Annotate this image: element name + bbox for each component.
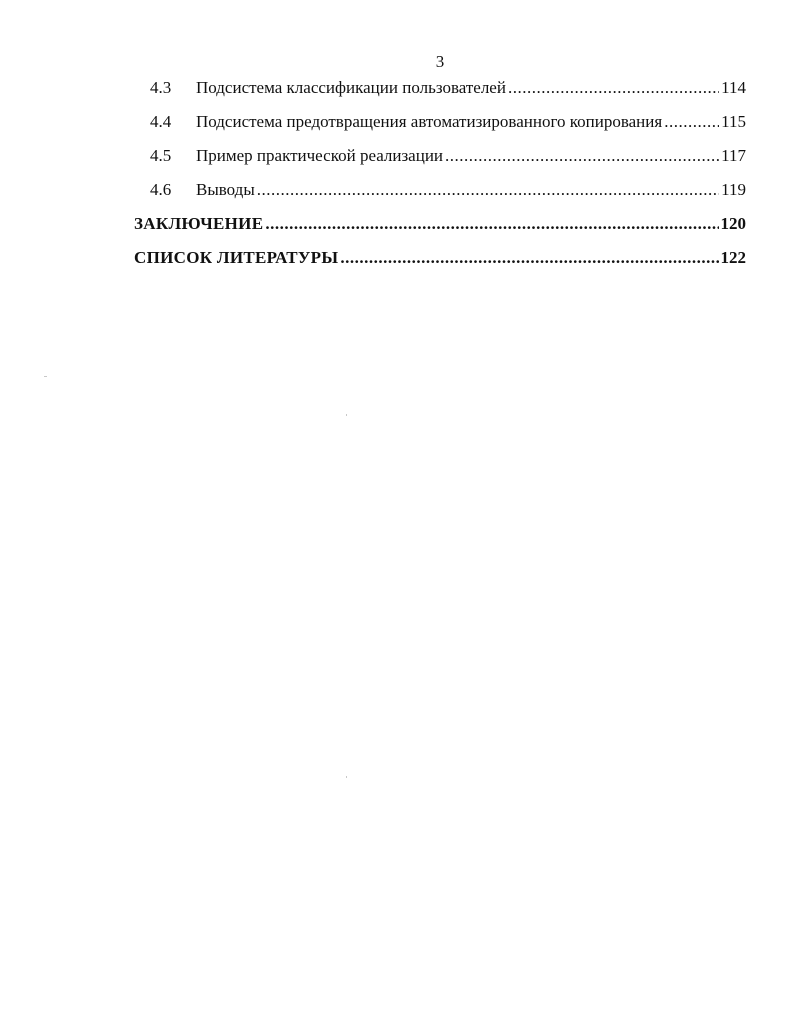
toc-entry-4-5[interactable] [134,144,746,178]
dot-leader [257,178,719,202]
toc-entry-page: 115 [721,112,746,131]
scan-artifact [346,414,347,416]
scan-artifact [44,376,47,377]
toc-entry-4-3[interactable] [134,76,746,110]
toc-entry-title: Пример практической реализации [196,146,444,165]
toc-entry-title: Подсистема классификации пользователей [196,78,506,97]
toc-entry-title: ЗАКЛЮЧЕНИЕ [134,214,264,233]
toc-entry-4-4[interactable] [134,110,746,144]
table-of-contents [134,76,746,280]
scan-artifact [346,776,347,778]
dot-leader [445,144,719,168]
page-number: 3 [435,52,445,71]
dot-leader [508,76,719,100]
toc-entry-page: 120 [720,214,746,233]
toc-entry-title: СПИСОК ЛИТЕРАТУРЫ [134,248,339,267]
toc-entry-conclusion[interactable] [134,212,746,246]
toc-entry-page: 117 [721,146,746,165]
dot-leader [265,212,718,236]
toc-entry-title: Подсистема предотвращения автоматизированного копирования [196,112,663,131]
toc-entry-4-6[interactable] [134,178,746,212]
toc-entry-title: Выводы [196,180,255,199]
toc-entry-page: 122 [720,248,746,267]
toc-entry-number: 4.4 [150,112,172,131]
toc-entry-number: 4.5 [150,146,172,165]
toc-entry-number: 4.6 [150,180,172,199]
toc-entry-number: 4.3 [150,78,172,97]
toc-entry-page: 114 [721,78,746,97]
dot-leader [664,110,719,134]
toc-entry-page: 119 [721,180,746,199]
toc-entry-references[interactable] [134,246,746,280]
dot-leader [340,246,718,270]
